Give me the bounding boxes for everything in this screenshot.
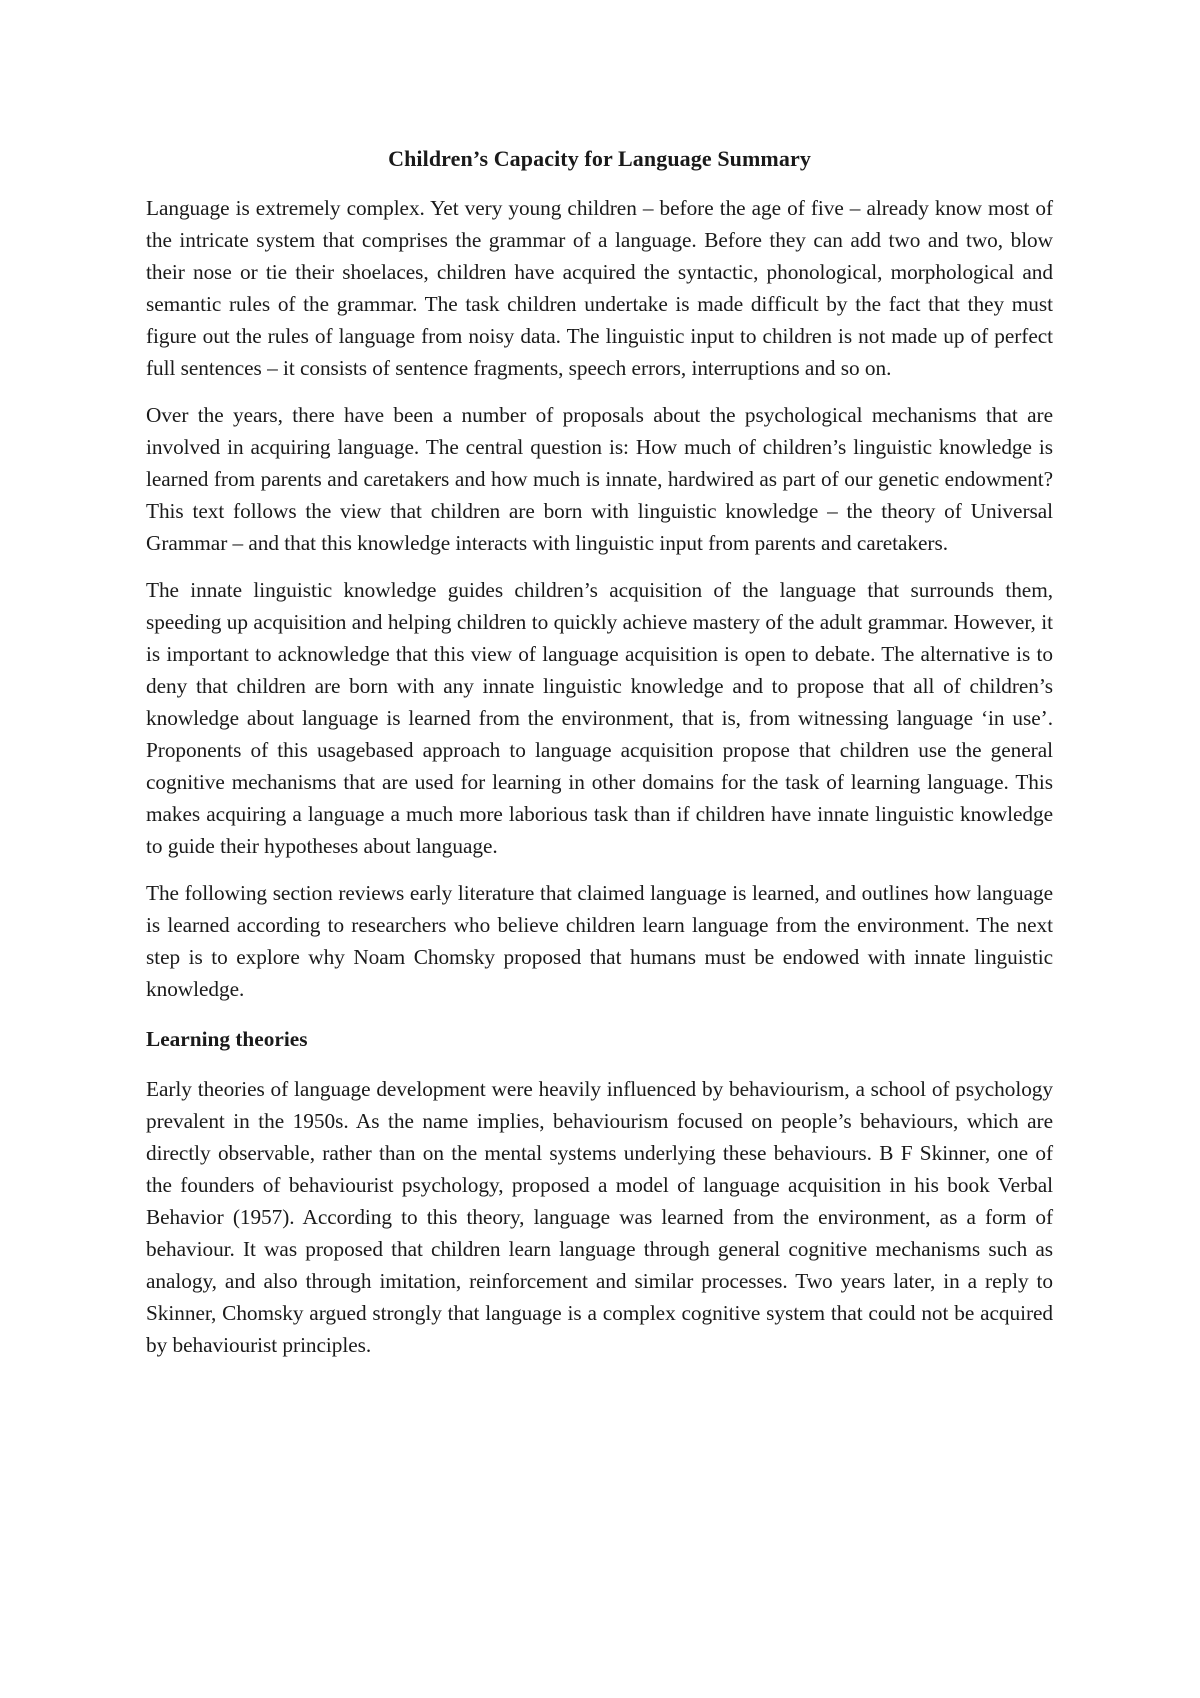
document-page: [146, 143, 1053, 1376]
document-title: Children’s Capacity for Language Summary: [388, 146, 811, 171]
paragraph-intro-3: The innate linguistic knowledge guides children’s acquisition of the language that surrounds them, speeding up acquisition and helping children to quickly achieve mastery of the adult grammar. However, it is important to acknowledge that this view of language acquisition is open to debate. The alternative is to deny that children are born with any innate linguistic knowledge and to propose that all of children’s knowledge about language is learned from the environment, that is, from witnessing language ‘in use’. Proponents of this usagebased approach to language acquisition propose that children use the general cognitive mechanisms that are used for learning in other domains for the task of learning language. This makes acquiring a language a much more laborious task than if children have innate linguistic knowledge to guide their hypotheses about language.: [146, 578, 1053, 858]
paragraph-intro-1: Language is extremely complex. Yet very young children – before the age of five – already know most of the intricate system that comprises the grammar of a language. Before they can add two and two, blow their nose or tie their shoelaces, children have acquired the syntactic, phonological, morphological and semantic rules of the grammar. The task children undertake is made difficult by the fact that they must figure out the rules of language from noisy data. The linguistic input to children is not made up of perfect full sentences – it consists of sentence fragments, speech errors, interruptions and so on.: [146, 196, 1053, 380]
paragraph-intro-2: Over the years, there have been a number of proposals about the psychological mechanisms that are involved in acquiring language. The central question is: How much of children’s linguistic knowledge is learned from parents and caretakers and how much is innate, hardwired as part of our genetic endowment? This text follows the view that children are born with linguistic knowledge – the theory of Universal Grammar – and that this knowledge interacts with linguistic input from parents and caretakers.: [146, 403, 1053, 555]
paragraph-learning-theories-1: Early theories of language development were heavily influenced by behaviourism, a school of psychology prevalent in the 1950s. As the name implies, behaviourism focused on people’s behaviours, which are directly observable, rather than on the mental systems underlying these behaviours. B F Skinner, one of the founders of behaviourist psychology, proposed a model of language acquisition in his book Verbal Behavior (1957). According to this theory, language was learned from the environment, as a form of behaviour. It was proposed that children learn language through general cognitive mechanisms such as analogy, and also through imitation, reinforcement and similar processes. Two years later, in a reply to Skinner, Chomsky argued strongly that language is a complex cognitive system that could not be acquired by behaviourist principles.: [146, 1077, 1053, 1357]
paragraph-intro-4: The following section reviews early literature that claimed language is learned, and outlines how language is learned according to researchers who believe children learn language from the environment. The next step is to explore why Noam Chomsky proposed that humans must be endowed with innate linguistic knowledge.: [146, 881, 1053, 1001]
section-heading-learning-theories: Learning theories: [146, 1027, 308, 1051]
